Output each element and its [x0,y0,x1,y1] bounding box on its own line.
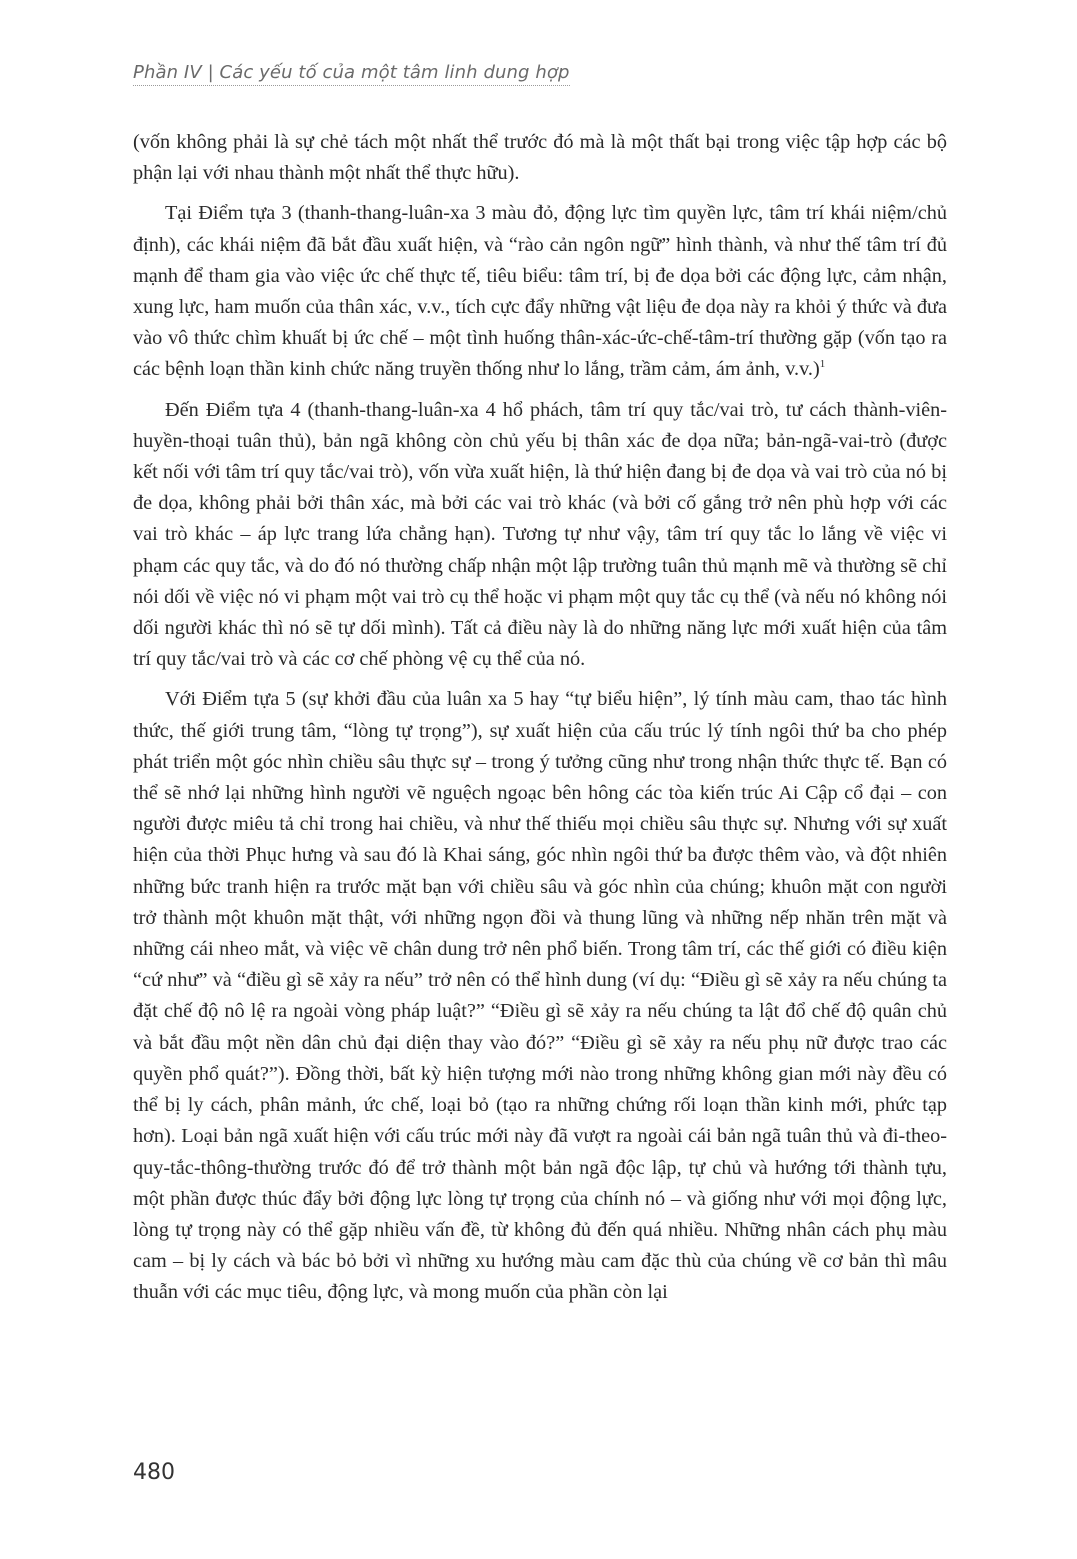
paragraph-text: Đến Điểm tựa 4 (thanh-thang-luân-xa 4 hổ phách, tâm trí quy tắc/vai trò, tư cách thành-viên-huyền-thoại tuân thủ), bản ngã không còn chủ yếu bị thân xác đe dọa nữa; bản-ngã-vai-trò (được kết nối với tâm trí quy tắc/vai trò), vốn vừa xuất hiện, là thứ hiện đang bị đe dọa và vai trò của nó bị đe dọa, không phải bởi thân xác, mà bởi các vai trò khác (và bởi cố gắng trở nên phù hợp với các vai trò khác – áp lực trang lứa chẳng hạn). Tương tự như vậy, tâm trí quy tắc lo lắng về việc vi phạm các quy tắc, và do đó nó thường chấp nhận một lập trường tuân thủ mạnh mẽ và thường sẽ chỉ nói dối về việc nó vi phạm một vai trò cụ thể hoặc vi phạm một quy tắc cụ thể (và nếu nó không nói dối người khác thì nó sẽ tự dối mình). Tất cả điều này là do những năng lực mới xuất hiện của tâm trí quy tắc/vai trò và các cơ chế phòng vệ cụ thể của nó. [133,398,947,671]
paragraph-text: Tại Điểm tựa 3 (thanh-thang-luân-xa 3 màu đỏ, động lực tìm quyền lực, tâm trí khái niệm/chủ định), các khái niệm đã bắt đầu xuất hiện, và “rào cản ngôn ngữ” hình thành, và như thế tâm trí đủ mạnh để tham gia vào việc ức chế thực tế, tiêu biểu: tâm trí, bị đe dọa bởi các động lực, cảm nhận, xung lực, ham muốn của thân xác, v.v., tích cực đẩy những vật liệu đe dọa này ra khỏi ý thức và đưa vào vô thức chìm khuất bị ức chế – một tình huống thân-xác-ức-chế-tâm-trí thường gặp (vốn tạo ra các bệnh loạn thần kinh chức năng truyền thống như lo lắng, trầm cảm, ám ảnh, v.v.) [133,202,947,381]
paragraph-continuation [133,127,947,189]
footnote-marker[interactable]: 1 [819,358,826,371]
paragraph-text: (vốn không phải là sự chẻ tách một nhất thể trước đó mà là một thất bại trong việc tập hợp các bộ phận lại với nhau thành một nhất thể thực hữu). [133,131,947,185]
body-text [133,127,947,1318]
running-header: Phần IV | Các yếu tố của một tâm linh dung hợp [133,62,570,86]
paragraph-point-5 [133,684,947,1308]
page-number: 480 [133,1460,175,1485]
paragraph-text: Với Điểm tựa 5 (sự khởi đầu của luân xa 5 hay “tự biểu hiện”, lý tính màu cam, thao tác hình thức, thế giới trung tâm, “lòng tự trọng”), sự xuất hiện của cấu trúc lý tính ngôi thứ ba cho phép phát triển một góc nhìn chiều sâu thực sự – trong ý tưởng cũng như trong nhận thức thực tế. Bạn có thể sẽ nhớ lại những hình người vẽ nguệch ngoạc bên hông các tòa kiến trúc Ai Cập cổ đại – con người được miêu tả chỉ trong hai chiều, và như thế thiếu mọi chiều sâu thực sự. Nhưng với sự xuất hiện của thời Phục hưng và sau đó là Khai sáng, góc nhìn ngôi thứ ba được thêm vào, và đột nhiên những bức tranh hiện ra trước mặt bạn với chiều sâu và góc nhìn của chúng; khuôn mặt con người trở thành một khuôn mặt thật, với những ngọn đồi và thung lũng và những nếp nhăn trên mặt và những cái nheo mắt, và việc vẽ chân dung trở nên phổ biến. Trong tâm trí, các thế giới có điều kiện “cứ như” và “điều gì sẽ xảy ra nếu” trở nên có thể hình dung (ví dụ: “Điều gì sẽ xảy ra nếu chúng ta đặt chế độ nô lệ ra ngoài vòng pháp luật?” “Điều gì sẽ xảy ra nếu chúng ta lật đổ chế độ quân chủ và bắt đầu một nền dân chủ đại diện thay vào đó?” “Điều gì sẽ xảy ra nếu phụ nữ được trao các quyền phổ quát?”). Đồng thời, bất kỳ hiện tượng mới nào trong những không gian mới này đều có thể bị ly cách, phân mảnh, ức chế, loại bỏ (tạo ra những chứng rối loạn thần kinh mới, phức tạp hơn). Loại bản ngã xuất hiện với cấu trúc mới này đã vượt ra ngoài cái bản ngã tuân thủ và đi-theo-quy-tắc-thông-thường trước đó để trở thành một bản ngã độc lập, tự chủ và hướng tới thành tựu, một phần được thúc đẩy bởi động lực lòng tự trọng của chính nó – và giống như với mọi động lực, lòng tự trọng này có thể gặp nhiều vấn đề, từ không đủ đến quá nhiều. Những nhân cách phụ màu cam – bị ly cách và bác bỏ bởi vì những xu hướng màu cam đặc thù của chúng về cơ bản thì mâu thuẫn với các mục tiêu, động lực, và mong muốn của phần còn lại [133,688,947,1304]
paragraph-point-3 [133,198,947,385]
paragraph-point-4 [133,395,947,676]
